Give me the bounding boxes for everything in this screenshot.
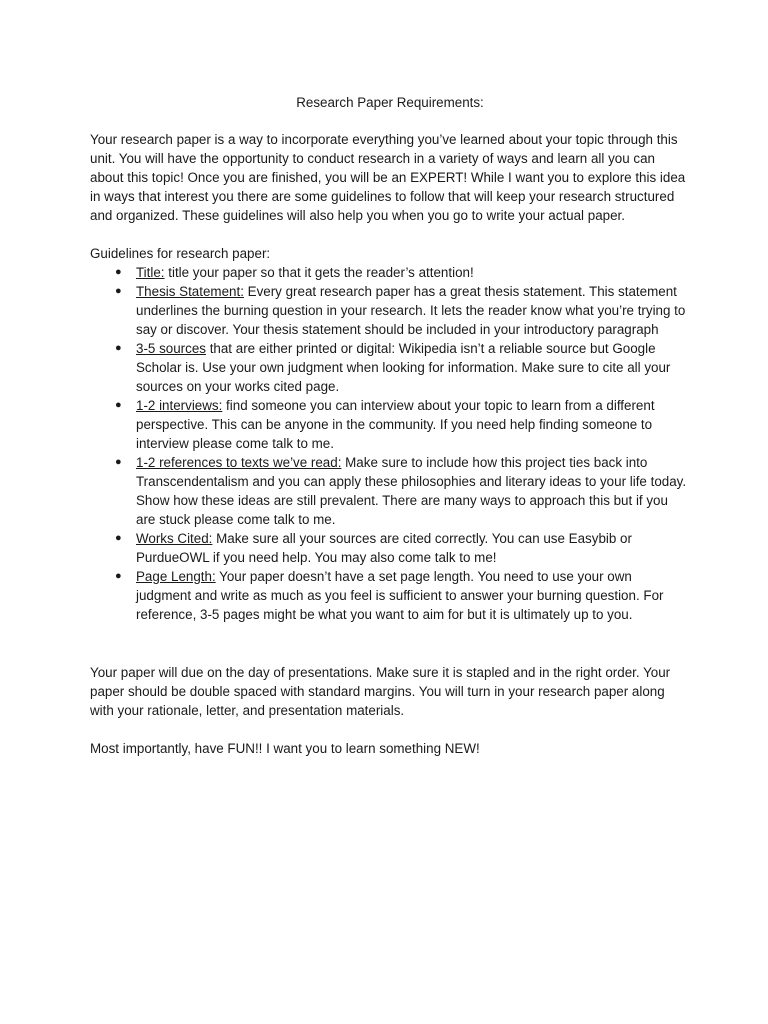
document-page (90, 93, 690, 758)
intro-paragraph: Your research paper is a way to incorporate everything you’ve learned about your topic through this unit. You will have the opportunity to conduct research in a variety of ways and learn all you can about this topic! Once you are finished, you will be an EXPERT! While I want you to explore this idea in ways that interest you there are some guidelines to follow that will keep your research structured and organized. These guidelines will also help you when you go to write your actual paper. (90, 132, 686, 223)
bullet-icon: ● (115, 285, 122, 297)
bullet-icon: ● (115, 570, 122, 582)
guideline-label: Title: (136, 265, 165, 280)
guideline-item-sources (90, 339, 690, 396)
bullet-icon: ● (115, 532, 122, 544)
guideline-text: Every great research paper has a great thesis statement. This statement underlines the burning question in your research. It lets the reader know what you’re trying to say or discover. Your thesis statement should be included in your introductory paragraph (136, 284, 686, 337)
guideline-text: Make sure all your sources are cited correctly. You can use Easybib or PurdueOWL if you need help. You may also come talk to me! (136, 531, 632, 565)
final-note: Most importantly, have FUN!! I want you to learn something NEW! (90, 741, 480, 756)
bullet-icon: ● (115, 456, 122, 468)
guidelines-heading: Guidelines for research paper: (90, 246, 271, 261)
guideline-label: Page Length: (136, 569, 216, 584)
guideline-item-interviews (90, 396, 690, 453)
guideline-label: 1-2 references to texts we’ve read: (136, 455, 342, 470)
guideline-text: title your paper so that it gets the reader’s attention! (164, 265, 474, 280)
guideline-text: Your paper doesn’t have a set page length. You need to use your own judgment and write as much as you feel is sufficient to answer your burning question. For reference, 3-5 pages might be what you want to aim for but it is ultimately up to you. (136, 569, 664, 622)
guideline-label: 3-5 sources (136, 341, 206, 356)
guideline-item-page-length (90, 567, 690, 624)
bullet-icon: ● (115, 266, 122, 278)
guideline-label: Thesis Statement: (136, 284, 244, 299)
guidelines-list (90, 263, 690, 624)
guideline-label: 1-2 interviews: (136, 398, 223, 413)
guideline-item-title (90, 263, 690, 282)
guideline-text: Make sure to include how this project ties back into Transcendentalism and you can apply these philosophies and literary ideas to your life today. Show how these ideas are still prevalent. There are many ways to approach this but if you are stuck please come talk to me. (136, 455, 687, 527)
guideline-item-works-cited (90, 529, 690, 567)
guideline-text: find someone you can interview about your topic to learn from a different perspective. This can be anyone in the community. If you need help finding someone to interview please come talk to me. (136, 398, 655, 451)
guideline-item-thesis (90, 282, 690, 339)
guideline-item-references (90, 453, 690, 529)
bullet-icon: ● (115, 342, 122, 354)
bullet-icon: ● (115, 399, 122, 411)
document-title: Research Paper Requirements: (296, 95, 484, 110)
closing-paragraph: Your paper will due on the day of presentations. Make sure it is stapled and in the right order. Your paper should be double spaced with standard margins. You will turn in your research paper along with your rationale, letter, and presentation materials. (90, 665, 671, 718)
guideline-text: that are either printed or digital: Wikipedia isn’t a reliable source but Google Scholar is. Use your own judgment when looking for information. Make sure to cite all your sources on your works cited page. (136, 341, 671, 394)
guideline-label: Works Cited: (136, 531, 213, 546)
